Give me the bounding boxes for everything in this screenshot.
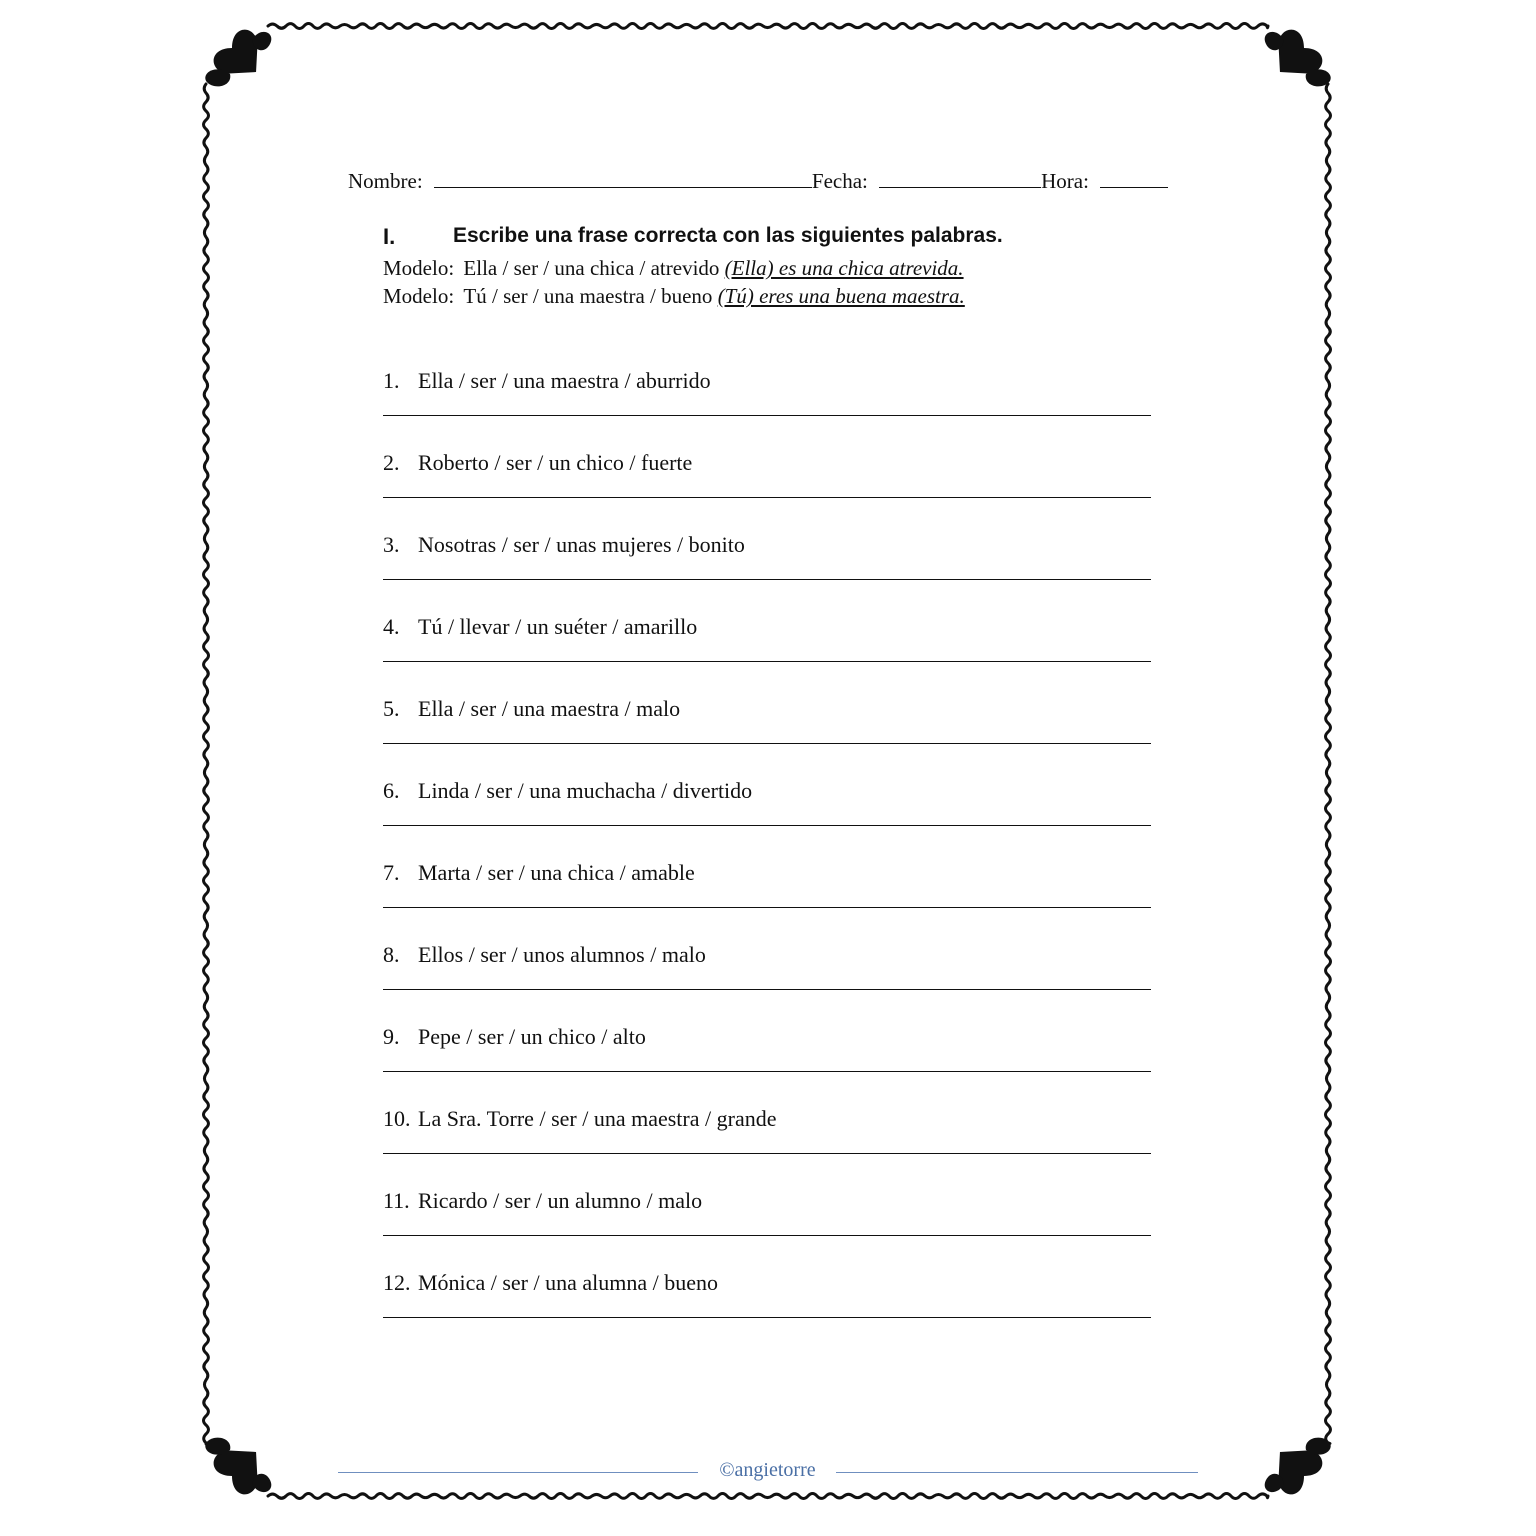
model-example-1: [383, 256, 964, 281]
answer-line[interactable]: [383, 661, 1151, 662]
exercise-number: 8.: [383, 942, 400, 967]
section-instructions: Escribe una frase correcta con las siguientes palabras.: [453, 224, 1003, 247]
exercise-prompt: [383, 776, 1153, 806]
model-example-2: [383, 284, 965, 309]
exercise-prompt: [383, 1104, 1153, 1134]
nombre-field[interactable]: [434, 169, 812, 188]
exercise-number: 5.: [383, 696, 400, 721]
corner-heart-flourish-icon: [205, 1434, 274, 1499]
exercise-item: [383, 1186, 1153, 1236]
model-label: Modelo:: [383, 284, 455, 308]
hora-label: Hora:: [1041, 169, 1089, 193]
exercise-prompt: [383, 858, 1153, 888]
answer-line[interactable]: [383, 1153, 1151, 1154]
model-label: Modelo:: [383, 256, 455, 280]
answer-line[interactable]: [383, 907, 1151, 908]
exercise-item: [383, 530, 1153, 580]
exercise-prompt: [383, 1268, 1153, 1298]
model-prompt: Tú / ser / una maestra / bueno: [463, 284, 713, 308]
exercise-item: [383, 858, 1153, 908]
exercise-item: [383, 448, 1153, 498]
exercise-item: [383, 694, 1153, 744]
fecha-label: Fecha:: [811, 169, 868, 193]
exercise-text: Ricardo / ser / un alumno / malo: [418, 1188, 703, 1213]
exercise-number: 3.: [383, 532, 400, 557]
exercise-number: 11.: [383, 1188, 410, 1213]
answer-line[interactable]: [383, 415, 1151, 416]
exercise-number: 2.: [383, 450, 400, 475]
exercise-prompt: [383, 448, 1153, 478]
exercise-text: Ellos / ser / unos alumnos / malo: [418, 942, 706, 967]
exercise-number: 12.: [383, 1270, 411, 1295]
exercise-item: [383, 366, 1153, 416]
answer-line[interactable]: [383, 1071, 1151, 1072]
exercise-prompt: [383, 1186, 1153, 1216]
corner-heart-flourish-icon: [1262, 1434, 1331, 1499]
exercise-text: Tú / llevar / un suéter / amarillo: [418, 614, 698, 639]
corner-heart-flourish-icon: [205, 25, 274, 90]
exercise-text: Roberto / ser / un chico / fuerte: [418, 450, 693, 475]
exercise-number: 4.: [383, 614, 400, 639]
model-answer: (Tú) eres una buena maestra.: [717, 284, 965, 308]
answer-line[interactable]: [383, 989, 1151, 990]
exercise-number: 9.: [383, 1024, 400, 1049]
exercise-number: 10.: [383, 1106, 411, 1131]
exercise-text: La Sra. Torre / ser / una maestra / grande: [418, 1106, 777, 1131]
answer-line[interactable]: [383, 743, 1151, 744]
model-answer: (Ella) es una chica atrevida.: [724, 256, 964, 280]
exercise-item: [383, 940, 1153, 990]
student-info-header: [348, 169, 1198, 194]
answer-line[interactable]: [383, 579, 1151, 580]
exercise-prompt: [383, 530, 1153, 560]
footer-divider-left: [338, 1472, 698, 1473]
exercise-item: [383, 1022, 1153, 1072]
exercise-item: [383, 776, 1153, 826]
nombre-label: Nombre:: [348, 169, 423, 193]
exercise-number: 1.: [383, 368, 400, 393]
hora-field[interactable]: [1100, 169, 1168, 188]
exercise-item: [383, 1268, 1153, 1318]
fecha-field[interactable]: [879, 169, 1041, 188]
exercise-text: Ella / ser / una maestra / malo: [418, 696, 681, 721]
footer-divider-right: [836, 1472, 1198, 1473]
exercise-text: Linda / ser / una muchacha / divertido: [418, 778, 753, 803]
exercise-item: [383, 1104, 1153, 1154]
answer-line[interactable]: [383, 1235, 1151, 1236]
exercise-prompt: [383, 940, 1153, 970]
exercise-prompt: [383, 612, 1153, 642]
answer-line[interactable]: [383, 825, 1151, 826]
exercise-prompt: [383, 366, 1153, 396]
exercise-text: Ella / ser / una maestra / aburrido: [418, 368, 711, 393]
exercise-item: [383, 612, 1153, 662]
exercise-text: Pepe / ser / un chico / alto: [418, 1024, 646, 1049]
exercise-number: 7.: [383, 860, 400, 885]
copyright-text: ©angietorre: [719, 1459, 816, 1481]
section-number: I.: [383, 224, 396, 249]
exercise-prompt: [383, 694, 1153, 724]
exercise-prompt: [383, 1022, 1153, 1052]
corner-heart-flourish-icon: [1262, 25, 1331, 90]
exercise-text: Nosotras / ser / unas mujeres / bonito: [418, 532, 745, 557]
exercise-text: Marta / ser / una chica / amable: [418, 860, 695, 885]
exercise-number: 6.: [383, 778, 400, 803]
answer-line[interactable]: [383, 497, 1151, 498]
model-prompt: Ella / ser / una chica / atrevido: [463, 256, 720, 280]
answer-line[interactable]: [383, 1317, 1151, 1318]
exercise-text: Mónica / ser / una alumna / bueno: [418, 1270, 718, 1295]
